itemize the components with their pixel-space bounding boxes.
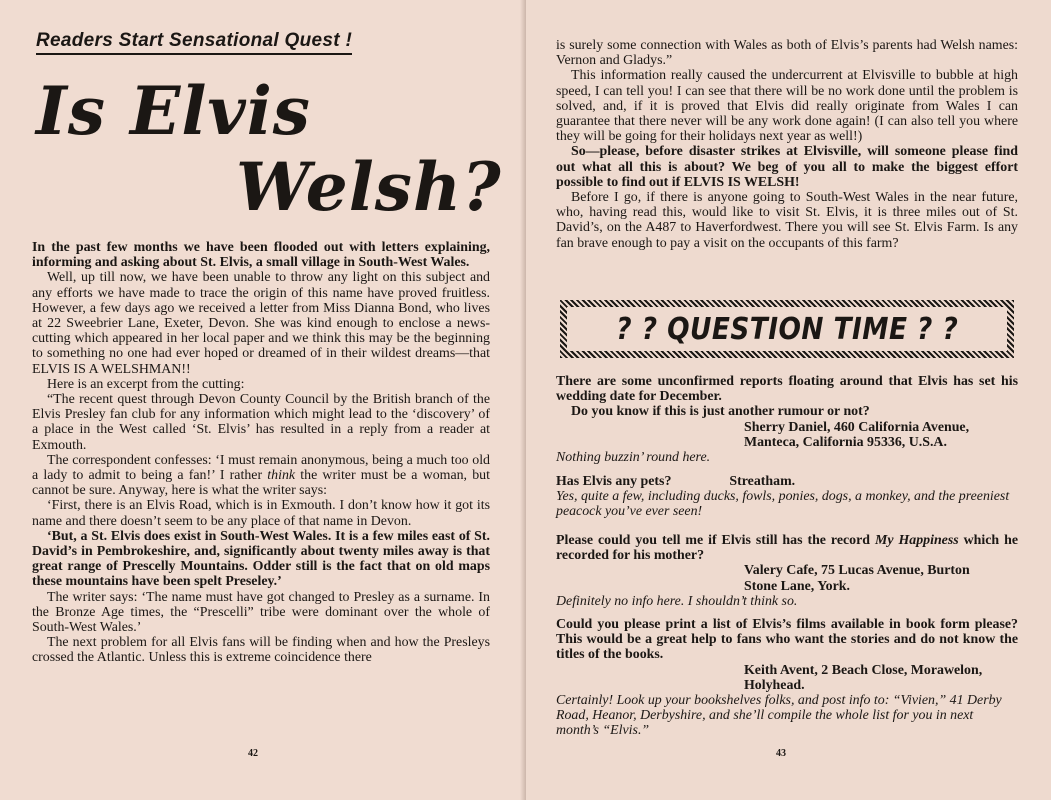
paragraph: Here is an excerpt from the cutting: bbox=[47, 376, 245, 392]
bold-paragraph: ‘But, a St. Elvis does exist in South-West Wales. It is a few miles east of St. David’s in Pembrokeshire, and, significantly about twenty miles away is that great range of Prescelly Mountains. Odder still is the fact that on old maps these mountains have been spelt Preseley.’ bbox=[32, 528, 490, 590]
questioner: Manteca, California 95336, U.S.A. bbox=[744, 434, 947, 450]
record-title: My Happiness bbox=[874, 533, 959, 548]
questioner: Stone Lane, York. bbox=[744, 578, 850, 594]
paragraph: ‘First, there is an Elvis Road, which is in Exmouth. I don’t know how it got its name and there doesn’t seem to be any place of that name in Devon. bbox=[32, 498, 490, 529]
answer: Yes, quite a few, including ducks, fowls, ponies, dogs, a monkey, and the preeniest peacock you’ve ever seen! bbox=[556, 489, 1010, 520]
answer: Nothing buzzin’ round here. bbox=[556, 450, 711, 466]
page-number-right: 43 bbox=[776, 748, 786, 759]
qa-item-films bbox=[556, 617, 1018, 739]
paragraph: The next problem for all Elvis fans will be finding when and how the Presleys crossed the Atlantic. Unless this is extreme coincidence there bbox=[32, 635, 490, 666]
lead-paragraph: In the past few months we have been flooded out with letters explaining, informing and asking about St. Elvis, a small village in South-West Wales. bbox=[32, 240, 490, 271]
paragraph: This information really caused the undercurrent at Elvisville to bubble at high speed, I can tell you! I can see that there will be no work done until the problem is solved, and, if it is proved that Elvis did really originate from Wales I can guarantee that there never will be any work done again! (I can also tell you where they will be going for their holidays next year as well!) bbox=[556, 68, 1018, 145]
qa-item-pets bbox=[556, 474, 1018, 520]
question: There are some unconfirmed reports floating around that Elvis has set his wedding date for December. bbox=[556, 374, 1018, 405]
question-time-title: ? ? QUESTION TIME ? ? bbox=[616, 311, 958, 347]
text: which he recorded for his mother? bbox=[556, 533, 1018, 564]
article-kicker: Readers Start Sensational Quest ! bbox=[36, 30, 352, 55]
paragraph bbox=[32, 453, 490, 499]
question-line bbox=[556, 474, 1018, 489]
left-article-body bbox=[32, 240, 490, 666]
question: Do you know if this is just another rumour or not? bbox=[571, 404, 870, 420]
text: the writer must be a woman, but cannot be sure. Anyway, here is what the writer says: bbox=[32, 468, 490, 499]
headline-line-2: Welsh? bbox=[236, 148, 502, 226]
page-number-left: 42 bbox=[248, 748, 258, 759]
questioner: Keith Avent, 2 Beach Close, Morawelon, bbox=[744, 662, 983, 678]
text: The correspondent confesses: ‘I must remain anonymous, being a much too old a lady to admit to being a fan!’ I rather bbox=[32, 452, 490, 484]
question-time-banner bbox=[560, 300, 1014, 358]
paragraph: Before I go, if there is anyone going to South-West Wales in the near future, who, having read this, would like to visit St. Elvis, it is three miles out of St. David’s, on the A487 to Haverfordwest. There you will see St. Elvis Farm. Is any fan brave enough to pay a visit on the occupants of this farm? bbox=[556, 190, 1018, 251]
question: Could you please print a list of Elvis’s films available in book form please? This would be a great help to fans who want the stories and do not know the titles of the books. bbox=[556, 617, 1018, 663]
paragraph: is surely some connection with Wales as both of Elvis’s parents had Welsh names: Vernon and Gladys.” bbox=[556, 38, 1018, 69]
questioner: Sherry Daniel, 460 California Avenue, bbox=[744, 419, 970, 435]
answer: Definitely no info here. I shouldn’t think so. bbox=[556, 593, 798, 609]
question bbox=[556, 533, 1018, 563]
answer: Certainly! Look up your bookshelves folks, and post info to: “Vivien,” 41 Derby Road, Heanor, Derbyshire, and she’ll compile the whole list for you in next month’s “Elvis.” bbox=[556, 693, 1002, 739]
qa-item-wedding bbox=[556, 374, 1018, 465]
paragraph: “The recent quest through Devon County Council by the British branch of the Elvis Presley fan club for any information which might lead to the ‘discovery’ of a place in the West called ‘St. Elvis’ has resulted in a reply from a reader at Exmouth. bbox=[32, 392, 490, 453]
emphasis: think bbox=[267, 468, 296, 484]
question-time-inner bbox=[567, 307, 1007, 351]
question: Has Elvis any pets? bbox=[556, 474, 672, 489]
right-page bbox=[526, 0, 1051, 800]
qa-item-record bbox=[556, 533, 1018, 609]
headline-line-1: Is Elvis bbox=[36, 72, 311, 150]
questioner: Holyhead. bbox=[744, 677, 805, 693]
bold-paragraph: So—please, before disaster strikes at Elvisville, will someone please find out what all this is about? We beg of you all to make the biggest effort possible to find out if ELVIS IS WELSH! bbox=[556, 144, 1018, 190]
questioner: Streatham. bbox=[729, 474, 796, 489]
right-article-body bbox=[556, 38, 1018, 251]
text: Please could you tell me if Elvis still has the record bbox=[556, 533, 871, 548]
paragraph: The writer says: ‘The name must have got changed to Presley as a surname. In the Bronze Age times, the “Prescelli” tribe were dominant over the whole of South-West Wales.’ bbox=[32, 589, 490, 636]
questioner: Valery Cafe, 75 Lucas Avenue, Burton bbox=[744, 563, 970, 579]
paragraph: Well, up till now, we have been unable to throw any light on this subject and any efforts we have made to trace the origin of this name have proved fruitless. However, a few days ago we received a letter from Miss Dianna Bond, who lives at 22 Sweebrier Lane, Exeter, Devon. She was kind enough to enclose a news-cutting which appeared in her local paper and we think this may be the beginning to something no one had ever hoped or dreamed of in their wildest dreams—that ELVIS IS A WELSHMAN!! bbox=[32, 270, 490, 377]
